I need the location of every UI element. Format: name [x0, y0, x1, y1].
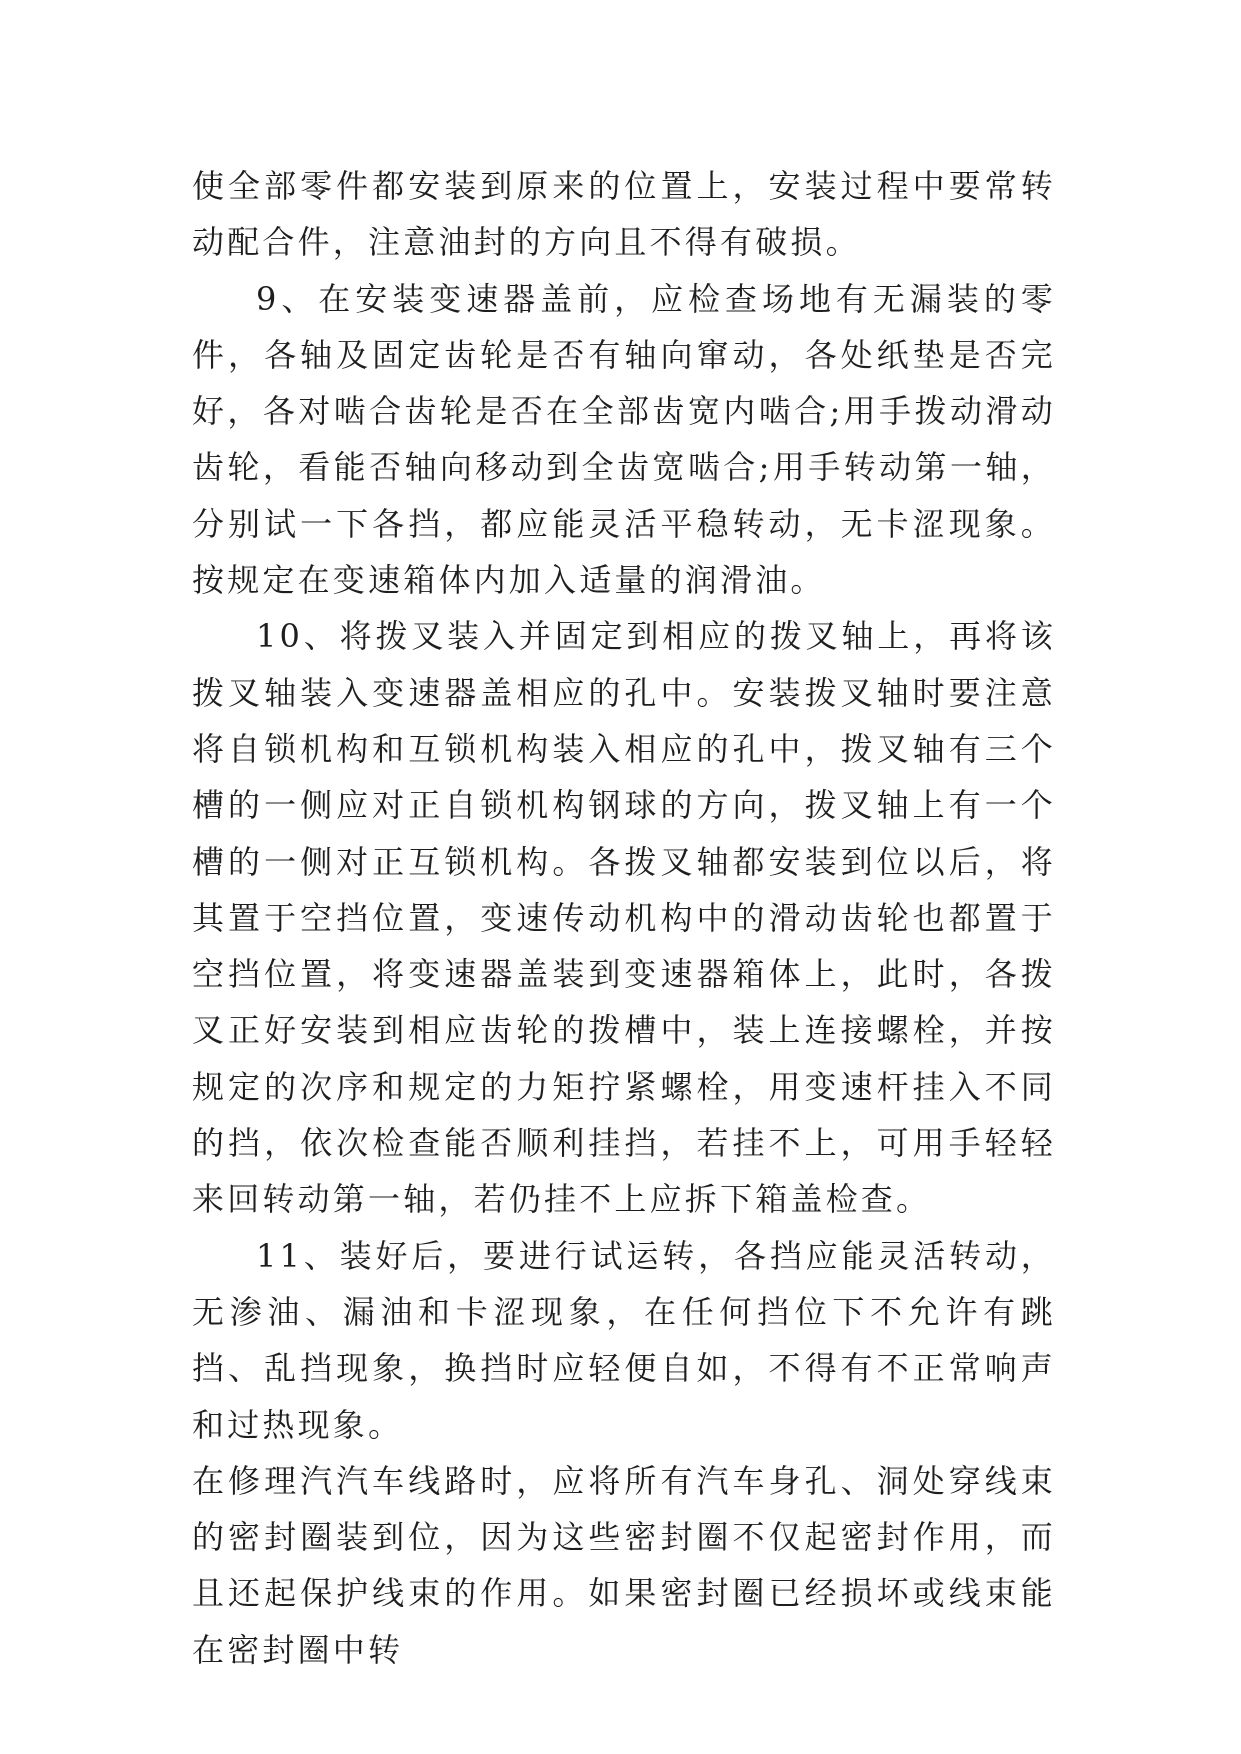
paragraph-step-10: 10、将拨叉装入并固定到相应的拨叉轴上，再将该拨叉轴装入变速器盖相应的孔中。安装拨叉轴时要注意将自锁机构和互锁机构装入相应的孔中，拨叉轴有三个槽的一侧应对正自锁机构钢球的方向，拨叉轴上有一个槽的一侧对正互锁机构。各拨叉轴都安装到位以后，将其置于空挡位置，变速传动机构中的滑动齿轮也都置于空挡位置，将变速器盖装到变速器箱体上，此时，各拨叉正好安装到相应齿轮的拨槽中，装上连接螺栓，并按规定的次序和规定的力矩拧紧螺栓，用变速杆挂入不同的挡，依次检查能否顺利挂挡，若挂不上，可用手轻轻来回转动第一轴，若仍挂不上应拆下箱盖检查。 — [192, 617, 1056, 1219]
paragraph-continuation: 使全部零件都安装到原来的位置上，安装过程中要常转动配合件，注意油封的方向且不得有破损。 — [192, 167, 1056, 262]
paragraph-step-9: 9、在安装变速器盖前，应检查场地有无漏装的零件，各轴及固定齿轮是否有轴向窜动，各处纸垫是否完好，各对啮合齿轮是否在全部齿宽内啮合;用手拨动滑动齿轮，看能否轴向移动到全齿宽啮合;用手转动第一轴，分别试一下各挡，都应能灵活平稳转动，无卡涩现象。按规定在变速箱体内加入适量的润滑油。 — [192, 279, 1056, 600]
paragraph-step-11: 11、装好后，要进行试运转，各挡应能灵活转动，无渗油、漏油和卡涩现象，在任何挡位下不允许有跳挡、乱挡现象，换挡时应轻便自如，不得有不正常响声和过热现象。 — [192, 1236, 1056, 1444]
document-body — [192, 158, 1056, 1678]
paragraph-wiring-repair: 在修理汽汽车线路时，应将所有汽车身孔、洞处穿线束的密封圈装到位，因为这些密封圈不仅起密封作用，而且还起保护线束的作用。如果密封圈已经损坏或线束能在密封圈中转 — [192, 1461, 1056, 1669]
